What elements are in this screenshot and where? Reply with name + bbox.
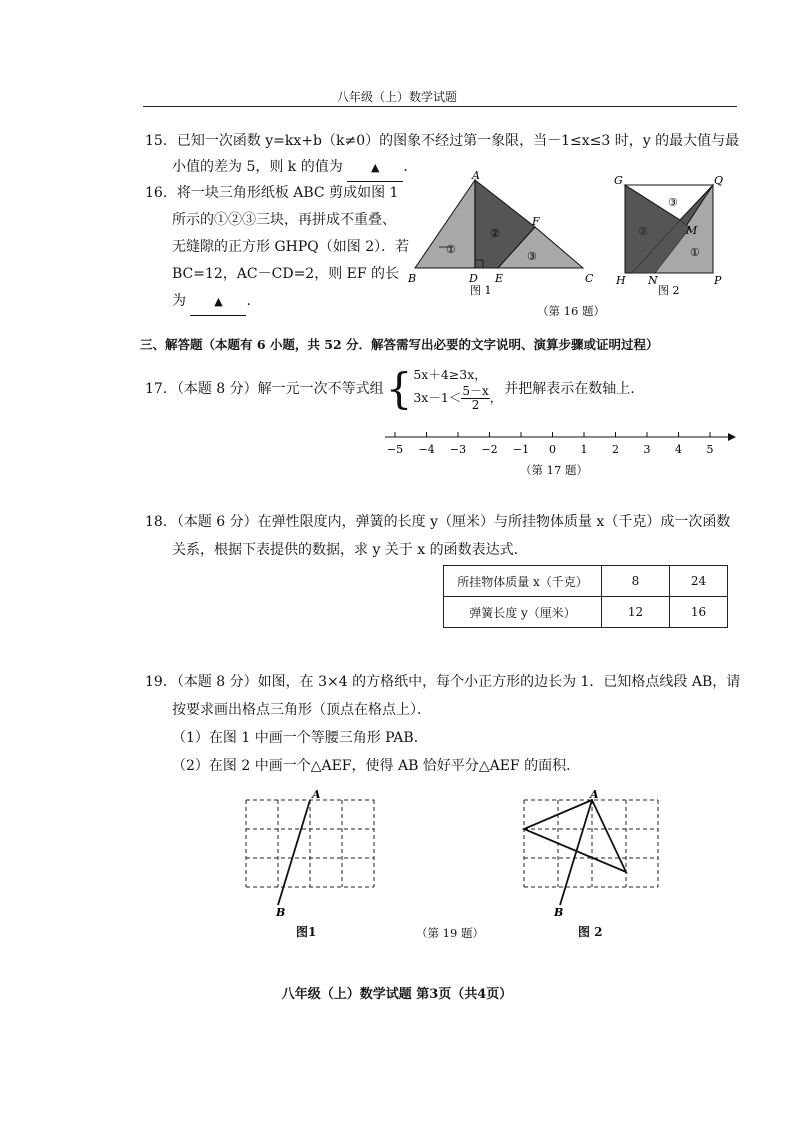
table-cell: 24	[670, 566, 728, 597]
label-b: B	[408, 272, 417, 285]
ineq2-left: 3x－1＜	[413, 390, 462, 405]
header-rule	[143, 106, 737, 107]
q19-fig2-caption: 图 2	[578, 925, 603, 939]
table-cell: 16	[670, 597, 728, 628]
q19-figure-2	[518, 785, 668, 920]
q19-part2: （2）在图 2 中画一个△AEF，使得 AB 恰好平分△AEF 的面积．	[172, 758, 581, 774]
label-e: E	[495, 272, 504, 285]
axis-tick-label: −1	[512, 443, 530, 456]
q17-suffix: 并把解表示在数轴上.	[504, 380, 635, 397]
piece-3-label: ③	[527, 250, 537, 263]
q17-prefix: 17．（本题 8 分）解一元一次不等式组	[145, 380, 384, 397]
q16-line3: 无缝隙的正方形 GHPQ（如图 2）．若	[172, 239, 410, 255]
q16-answer-blank: ▲	[190, 288, 246, 316]
q16-line5	[145, 288, 410, 316]
label-g: G	[614, 174, 623, 187]
label-c: C	[585, 272, 594, 285]
axis-tick-label: −4	[418, 443, 435, 456]
q16-line4: BC=12，AC－CD=2，则 EF 的长	[172, 266, 400, 282]
label-a: A	[312, 788, 321, 801]
q19-figure-1	[240, 785, 380, 920]
axis-tick-label: −2	[481, 443, 498, 456]
label-b: B	[276, 906, 286, 919]
number-line-arrow	[728, 433, 736, 441]
question-19	[145, 668, 745, 780]
fig2-caption: 图 2	[658, 284, 680, 297]
q15-answer-blank: ▲	[347, 155, 403, 182]
q16-caption: （第 16 题）	[537, 304, 605, 318]
table-row	[444, 597, 728, 628]
q18-line1: 18．（本题 6 分）在弹性限度内，弹簧的长度 y（厘米）与所挂物体质量 x（千克）成一次函数	[145, 514, 731, 530]
q16-figure-2	[610, 170, 730, 300]
piece-2-label-fig2: ②	[638, 225, 648, 238]
q16-line2: 所示的①②③三块，再拼成不重叠、	[172, 212, 396, 228]
fraction	[461, 385, 489, 412]
q19-line1: 19．（本题 8 分）如图，在 3×4 的方格纸中，每个小正方形的边长为 1．已知格点线段 AB，请	[145, 674, 741, 690]
brace: {	[385, 363, 413, 413]
frac-num: 5－x	[462, 384, 489, 398]
grid-3x4	[524, 800, 658, 887]
page-footer: 八年级（上）数学试题 第3页（共4页）	[281, 987, 513, 1002]
axis-tick-label: −5	[386, 443, 404, 456]
q19-caption: （第 19 题）	[416, 926, 484, 940]
ineq2-end: ，	[489, 390, 503, 405]
segment-ab	[278, 800, 310, 905]
question-17	[145, 365, 745, 412]
label-a: A	[590, 788, 599, 801]
q15-line2-text: 小值的差为 5，则 k 的值为	[172, 159, 343, 175]
axis-tick-label: 4	[675, 443, 682, 456]
axis-tick-label: 5	[706, 443, 714, 456]
q19-line2: 按要求画出格点三角形（顶点在格点上）．	[172, 702, 431, 718]
axis-tick-label: 3	[643, 443, 651, 456]
q16-figure-1	[405, 170, 600, 300]
piece-3-label-fig2: ③	[668, 196, 678, 209]
piece-1-label: ①	[446, 243, 456, 256]
label-a: A	[472, 170, 480, 182]
table-cell: 所挂物体质量 x（千克）	[444, 566, 602, 597]
table-cell: 弹簧长度 y（厘米）	[444, 597, 602, 628]
fig1-caption: 图 1	[470, 284, 492, 297]
triangle-aef	[524, 800, 626, 872]
piece-2-label: ②	[490, 227, 500, 240]
piece-1-label-fig2: ①	[690, 246, 700, 259]
q17-caption: （第 17 题）	[520, 463, 588, 477]
axis-tick-label: −3	[449, 443, 467, 456]
page-header: 八年级（上）数学试题	[336, 90, 457, 104]
q16-line5-text: 为	[172, 293, 186, 309]
axis-tick-label: 0	[549, 443, 556, 456]
question-16	[145, 180, 410, 316]
table-cell: 8	[602, 566, 670, 597]
table-row	[444, 566, 728, 597]
inequality-1: 5x＋4≥3x，	[413, 367, 487, 382]
q15-end: .	[403, 159, 408, 175]
q15-line1: 15．已知一次函数 y=kx+b（k≠0）的图象不经过第一象限，当－1≤x≤3 时，y 的最大值与最	[145, 133, 740, 149]
label-h: H	[616, 274, 626, 287]
q16-end: .	[246, 293, 251, 309]
segment-ab	[560, 800, 592, 905]
piece-1	[415, 180, 475, 268]
question-18	[145, 508, 745, 564]
q19-fig1-caption: 图1	[296, 925, 317, 939]
label-p: P	[714, 274, 722, 287]
inequality-2	[413, 385, 502, 412]
label-d: D	[469, 272, 478, 285]
inequality-system	[413, 365, 502, 412]
label-b: B	[554, 906, 564, 919]
q18-line2: 关系，根据下表提供的数据，求 y 关于 x 的函数表达式.	[172, 542, 519, 558]
axis-tick-label: 2	[612, 443, 619, 456]
label-q: Q	[714, 174, 724, 187]
q16-line1: 16．将一块三角形纸板 ABC 剪成如图 1	[145, 185, 399, 201]
label-n: N	[648, 274, 658, 287]
number-line-ticks	[387, 432, 714, 456]
section-3-title: 三、解答题（本题有 6 小题，共 52 分．解答需写出必要的文字说明、演算步骤或证明过程）	[140, 337, 659, 352]
label-f: F	[532, 215, 540, 228]
label-m: M	[686, 224, 698, 237]
number-line	[380, 425, 740, 460]
axis-tick-label: 1	[580, 443, 588, 456]
table-cell: 12	[602, 597, 670, 628]
grid-3x4	[246, 800, 374, 887]
q18-table	[443, 565, 728, 628]
frac-den: 2	[471, 398, 480, 412]
q19-part1: （1）在图 1 中画一个等腰三角形 PAB．	[172, 730, 428, 746]
